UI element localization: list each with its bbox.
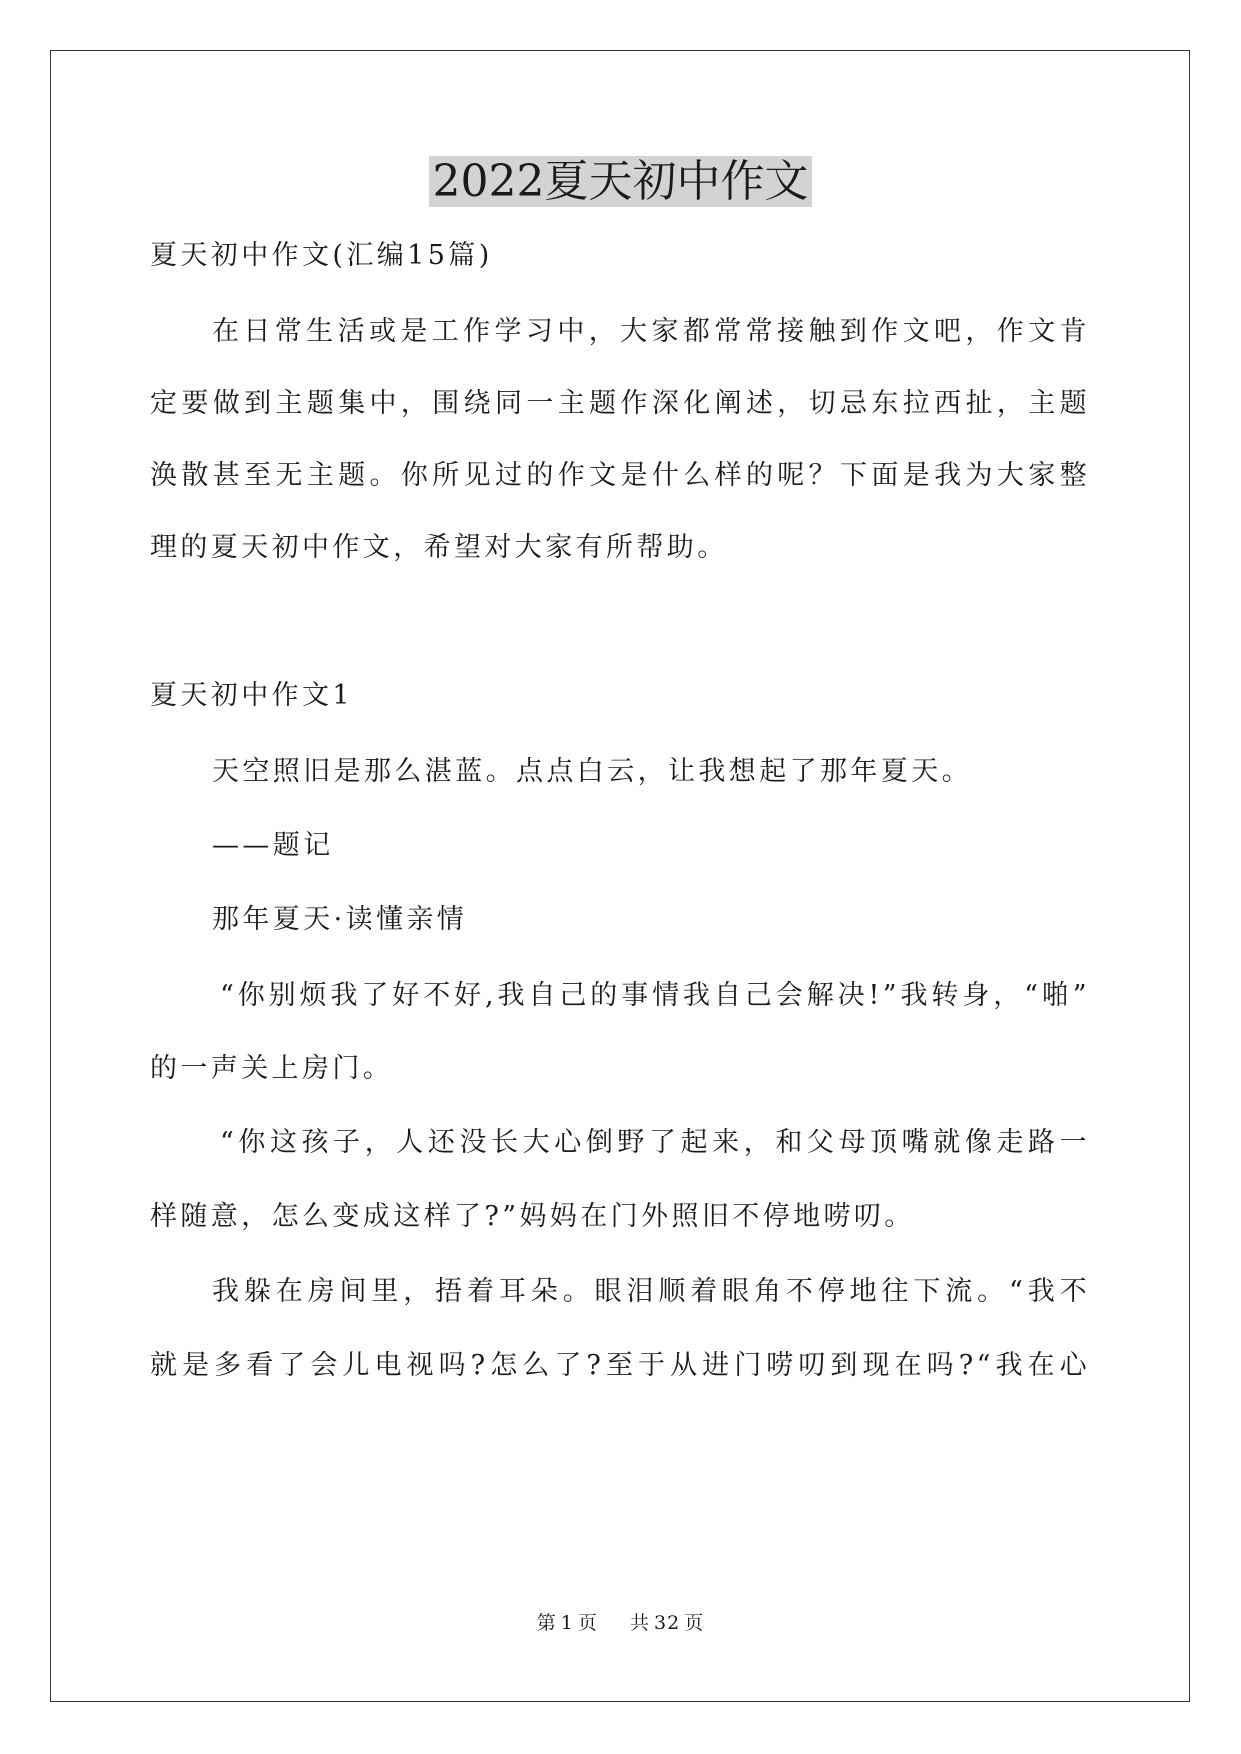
- intro-line-1: 在日常生活或是工作学习中，大家都常常接触到作文吧，作文肯: [212, 316, 1090, 347]
- document-subtitle: 夏天初中作文(汇编15篇): [150, 240, 493, 271]
- intro-line-3: 涣散甚至无主题。你所见过的作文是什么样的呢？下面是我为大家整: [150, 460, 1090, 491]
- page-border: [50, 50, 1190, 1702]
- footer-current-suffix: 页: [577, 1612, 598, 1634]
- document-title: [0, 152, 1241, 212]
- intro-line-2: 定要做到主题集中，围绕同一主题作深化阐述，切忌东拉西扯，主题: [150, 388, 1090, 419]
- intro-line-4: 理的夏天初中作文，希望对大家有所帮助。: [150, 532, 728, 563]
- footer-current-page: 1: [560, 1612, 574, 1634]
- page-footer: [0, 1610, 1241, 1636]
- paragraph-3-line-2: 就是多看了会儿电视吗?怎么了?至于从进门唠叨到现在吗?“我在心: [150, 1350, 1090, 1381]
- paragraph-1-line-1: “你别烦我了好不好,我自己的事情我自己会解决!”我转身，“啪”: [220, 980, 1090, 1011]
- footer-total-label: 共: [630, 1612, 651, 1634]
- essay-heading: 夏天初中作文1: [150, 680, 353, 711]
- paragraph-3-line-1: 我躲在房间里，捂着耳朵。眼泪顺着眼角不停地往下流。“我不: [212, 1276, 1090, 1307]
- essay-epigraph-source: ——题记: [212, 830, 334, 861]
- footer-total-pages: 32: [654, 1612, 681, 1634]
- footer-current-label: 第: [536, 1612, 557, 1634]
- paragraph-2-line-2: 样随意，怎么变成这样了?”妈妈在门外照旧不停地唠叨。: [150, 1201, 915, 1232]
- essay-section-title: 那年夏天·读懂亲情: [212, 904, 468, 935]
- paragraph-2-line-1: “你这孩子，人还没长大心倒野了起来，和父母顶嘴就像走路一: [220, 1127, 1090, 1158]
- document-title-text: 2022夏天初中作文: [429, 156, 813, 207]
- paragraph-1-line-2: 的一声关上房门。: [150, 1053, 394, 1084]
- footer-total-suffix: 页: [684, 1612, 705, 1634]
- essay-epigraph: 天空照旧是那么湛蓝。点点白云，让我想起了那年夏天。: [212, 756, 972, 787]
